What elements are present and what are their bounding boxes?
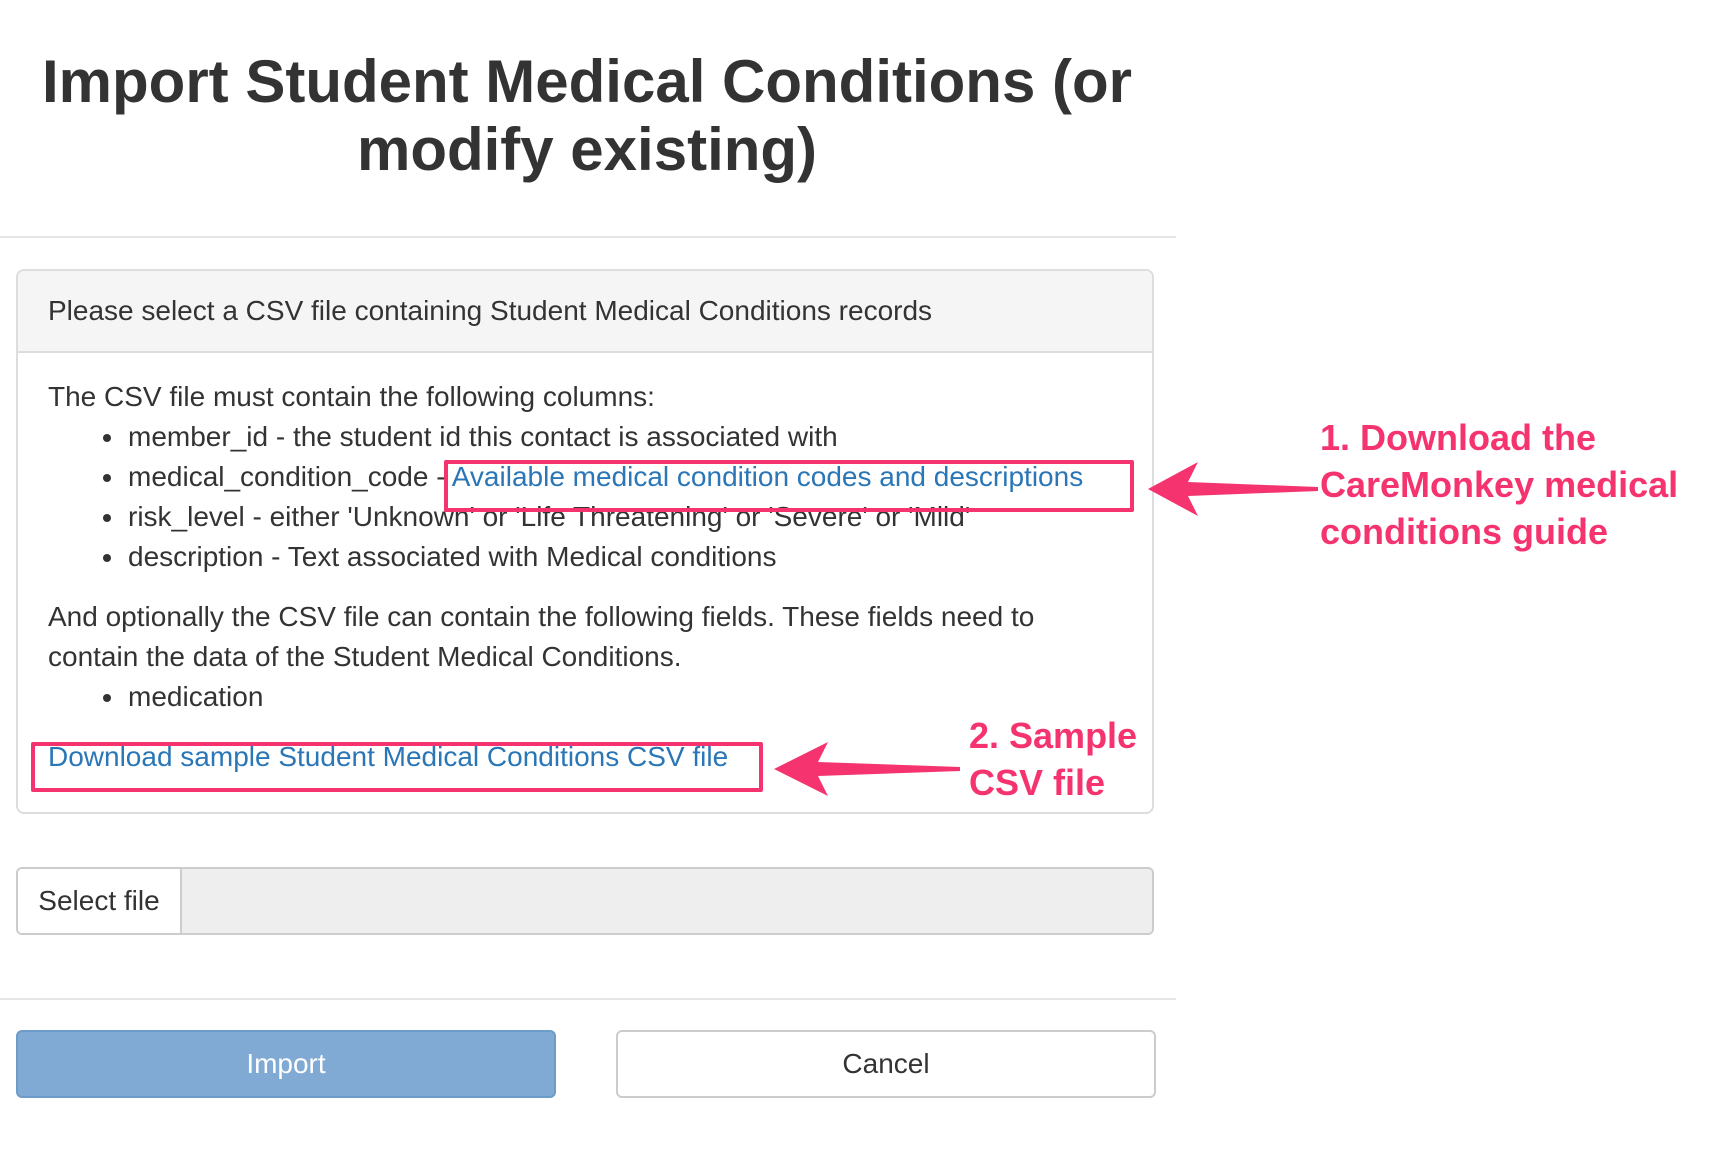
condition-codes-highlight-box	[444, 460, 1134, 512]
optional-intro-line-1: And optionally the CSV file can contain the following fields. These fields need to	[48, 601, 1035, 632]
optional-fields-list	[48, 677, 1122, 717]
annotation-line: CareMonkey medical	[1320, 464, 1679, 505]
list-item-member-id	[128, 417, 1122, 457]
sample-csv-highlight-box	[31, 742, 763, 792]
list-item-text: medical_condition_code -	[128, 461, 452, 492]
required-columns-intro: The CSV file must contain the following columns:	[48, 381, 655, 412]
annotation-arrow-2-icon	[774, 734, 960, 804]
annotation-note-2	[969, 712, 1137, 806]
annotation-line: 1. Download the	[1320, 417, 1597, 458]
header-divider	[0, 236, 1176, 238]
import-button[interactable]: Import	[16, 1030, 556, 1098]
annotation-line: CSV file	[969, 762, 1106, 803]
optional-intro-line-2: contain the data of the Student Medical Conditions.	[48, 641, 682, 672]
annotation-line: 2. Sample	[969, 715, 1138, 756]
list-item-medication	[128, 677, 1122, 717]
list-item-text: member_id - the student id this contact is associated with	[128, 421, 838, 452]
annotation-line: conditions guide	[1320, 511, 1608, 552]
panel-heading: Please select a CSV file containing Student Medical Conditions records	[18, 271, 1152, 353]
list-item-text: risk_level - either 'Unknown' or 'Life Threatening' or 'Severe' or 'Mild'	[128, 501, 971, 532]
annotation-note-1	[1320, 414, 1678, 555]
optional-fields-intro	[48, 597, 1122, 677]
condition-codes-link[interactable]: Available medical condition codes and descriptions	[451, 461, 1084, 492]
selected-file-display[interactable]	[182, 869, 1152, 933]
footer-divider	[0, 998, 1176, 1000]
cancel-button[interactable]: Cancel	[616, 1030, 1156, 1098]
select-file-button[interactable]: Select file	[18, 869, 182, 933]
modal-title-line-1: Import Student Medical Conditions (or	[42, 48, 1132, 115]
modal-title	[0, 48, 1174, 184]
file-input-group	[16, 867, 1154, 935]
download-sample-csv-link[interactable]: Download sample Student Medical Conditions CSV file	[48, 741, 729, 772]
list-item-text: medication	[128, 681, 264, 712]
list-item-description	[128, 537, 1122, 577]
annotation-arrow-1-icon	[1148, 454, 1318, 524]
list-item-text: description - Text associated with Medical conditions	[128, 541, 777, 572]
modal-title-line-2: modify existing)	[356, 116, 818, 183]
